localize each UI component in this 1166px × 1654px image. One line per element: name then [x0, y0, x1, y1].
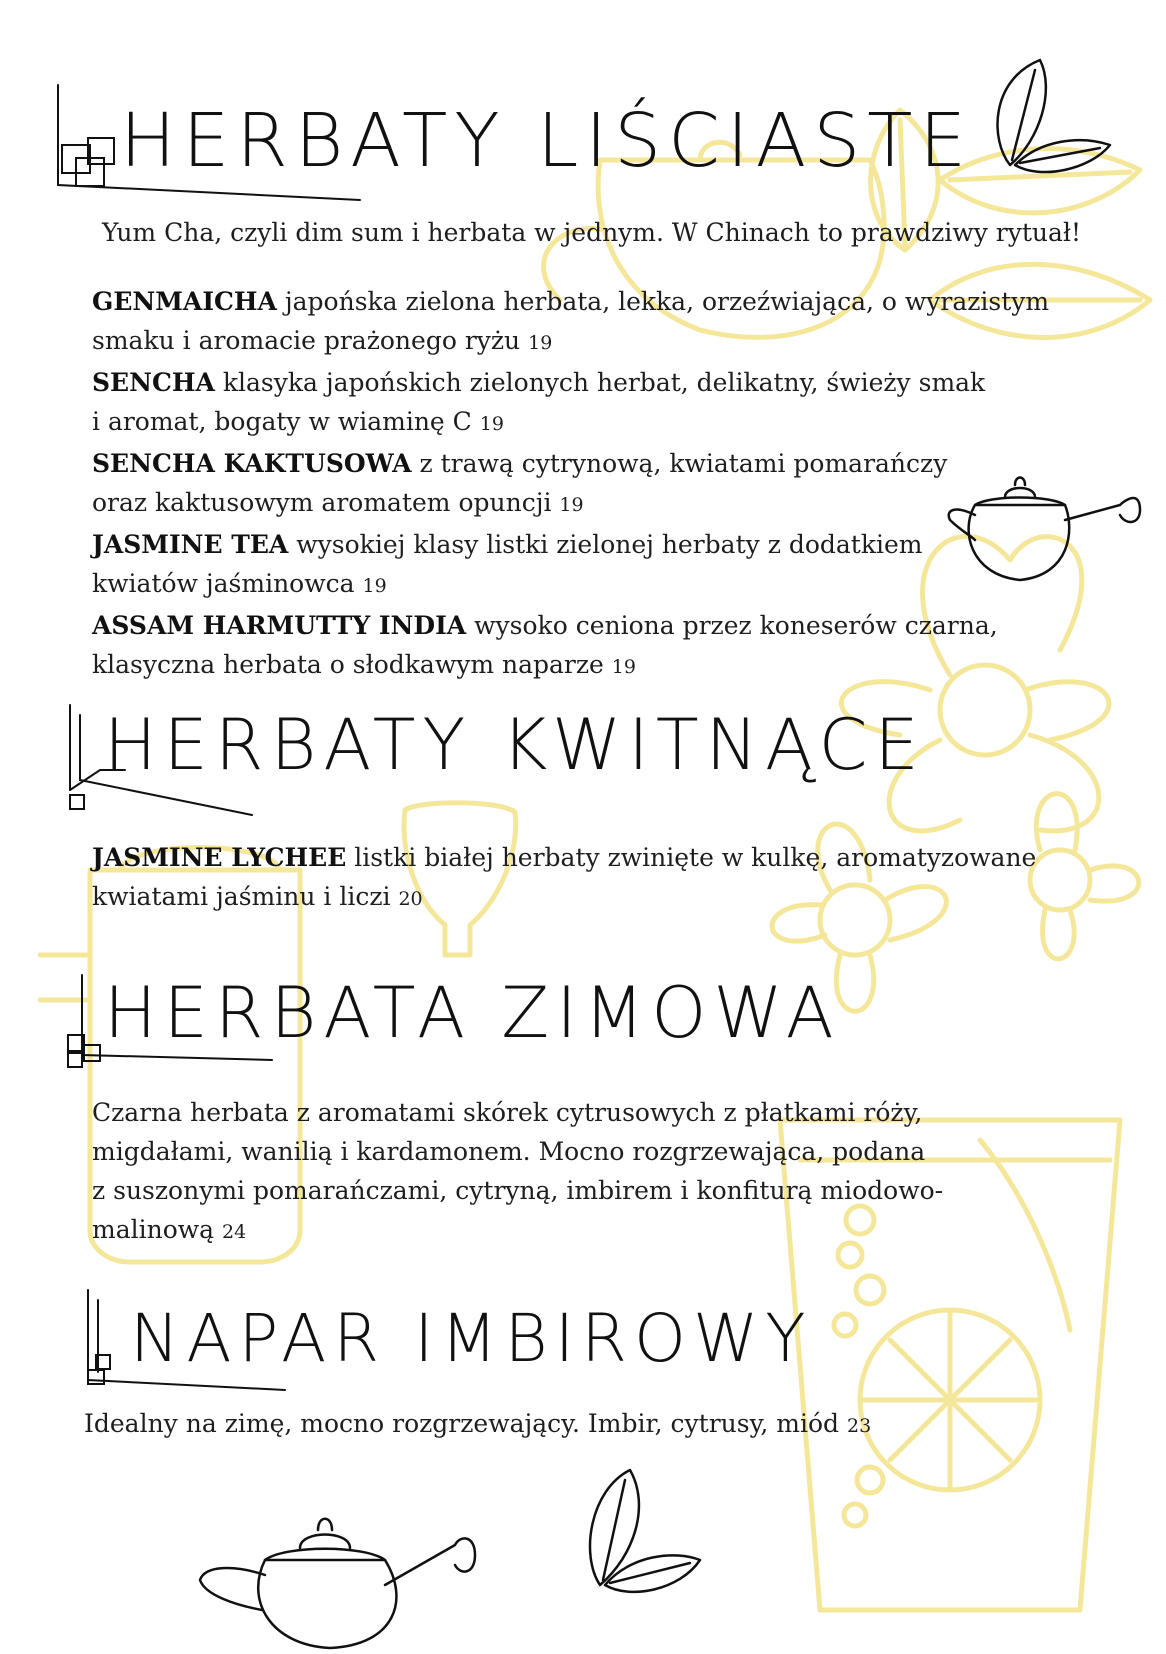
- item-description: wysokiej klasy listki zielonej herbaty z dodatkiem: [296, 530, 923, 559]
- section-title-herbata-zimowa: HERBATA ZIMOWA: [104, 972, 841, 1054]
- menu-item: [92, 606, 1072, 687]
- section-title-herbaty-kwitnace: HERBATY KWITNĄCE: [104, 704, 926, 786]
- menu-item: [92, 363, 1072, 444]
- menu-item: [92, 444, 1072, 525]
- item-description: i aromat, bogaty w wiaminę C: [92, 407, 472, 436]
- item-description: smaku i aromacie prażonego ryżu: [92, 326, 521, 355]
- item-list-lisciaste: [92, 282, 1072, 687]
- leaf-sprig-icon: [590, 1470, 700, 1592]
- description-line: migdałami, wanilią i kardamonem. Mocno rozgrzewająca, podana: [92, 1137, 926, 1166]
- item-price: 23: [847, 1415, 872, 1437]
- winter-tea-description: [92, 1093, 1052, 1252]
- section-title-herbaty-lisciaste: HERBATY LIŚCIASTE: [120, 98, 974, 184]
- item-price: 19: [362, 575, 387, 597]
- ginger-infusion-description: [84, 1404, 1084, 1446]
- description-text: Idealny na zimę, mocno rozgrzewający. Imbir, cytrusy, miód: [84, 1409, 840, 1438]
- item-description: oraz kaktusowym aromatem opuncji: [92, 488, 552, 517]
- section-intro: Yum Cha, czyli dim sum i herbata w jednym. W Chinach to prawdziwy rytuał!: [102, 218, 1082, 247]
- item-name: ASSAM HARMUTTY INDIA: [92, 611, 467, 640]
- teapot-icon: [200, 1519, 475, 1648]
- item-price: 19: [611, 656, 636, 678]
- menu-item: [92, 282, 1072, 363]
- item-description: kwiatów jaśminowca: [92, 569, 355, 598]
- item-description: klasyka japońskich zielonych herbat, delikatny, świeży smak: [222, 368, 986, 397]
- item-name: GENMAICHA: [92, 287, 277, 316]
- item-price: 19: [479, 413, 504, 435]
- item-list-kwitnace: [92, 838, 1072, 919]
- item-name: SENCHA KAKTUSOWA: [92, 449, 412, 478]
- description-line: z suszonymi pomarańczami, cytryną, imbirem i konfiturą miodowo-: [92, 1176, 944, 1205]
- item-name: JASMINE LYCHEE: [92, 843, 347, 872]
- item-description: klasyczna herbata o słodkawym naparze: [92, 650, 604, 679]
- item-description: japońska zielona herbata, lekka, orzeźwiająca, o wyrazistym: [284, 287, 1050, 316]
- item-description: kwiatami jaśminu i liczi: [92, 882, 391, 911]
- section-title-napar-imbirowy: NAPAR IMBIROWY: [130, 1300, 813, 1377]
- item-description: wysoko ceniona przez koneserów czarna,: [474, 611, 998, 640]
- item-price: 19: [559, 494, 584, 516]
- item-price: 20: [398, 888, 423, 910]
- item-name: JASMINE TEA: [92, 530, 289, 559]
- menu-item: [92, 525, 1072, 606]
- item-price: 24: [222, 1221, 247, 1243]
- description-line: Czarna herbata z aromatami skórek cytrusowych z płatkami róży,: [92, 1098, 923, 1127]
- item-price: 19: [528, 332, 553, 354]
- menu-item: [92, 838, 1072, 919]
- description-line: malinową: [92, 1215, 215, 1244]
- item-description: z trawą cytrynową, kwiatami pomarańczy: [419, 449, 948, 478]
- item-description: listki białej herbaty zwinięte w kulkę, aromatyzowane: [354, 843, 1037, 872]
- item-name: SENCHA: [92, 368, 215, 397]
